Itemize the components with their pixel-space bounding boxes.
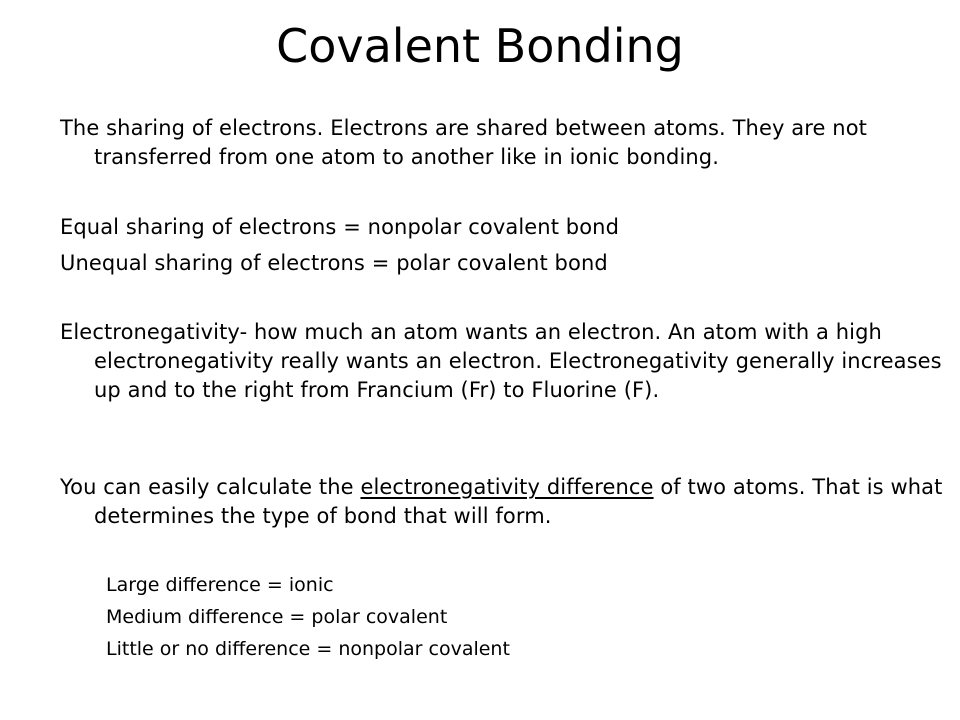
slide-title: Covalent Bonding	[276, 19, 684, 73]
electronegativity-paragraph: Electronegativity- how much an atom wants an electron. An atom with a high electronegativity really wants an electron. Electronegativity generally increases up and to the right from Francium (Fr) to Fluorine (F).	[60, 320, 942, 402]
equal-sharing-line: Equal sharing of electrons = nonpolar covalent bond	[60, 215, 620, 239]
difference-text-before: You can easily calculate the	[60, 475, 361, 499]
unequal-sharing-line: Unequal sharing of electrons = polar covalent bond	[60, 251, 608, 275]
definition-paragraph: The sharing of electrons. Electrons are shared between atoms. They are not transferred from one atom to another like in ionic bonding.	[60, 116, 867, 169]
large-difference-item: Large difference = ionic	[106, 574, 334, 596]
electronegativity-difference-term: electronegativity difference	[360, 475, 654, 499]
little-difference-item: Little or no difference = nonpolar covalent	[106, 638, 510, 660]
difference-text-after: of two atoms. That is what determines the type of bond that will form.	[94, 475, 943, 528]
medium-difference-item: Medium difference = polar covalent	[106, 606, 448, 628]
difference-paragraph	[60, 473, 960, 531]
